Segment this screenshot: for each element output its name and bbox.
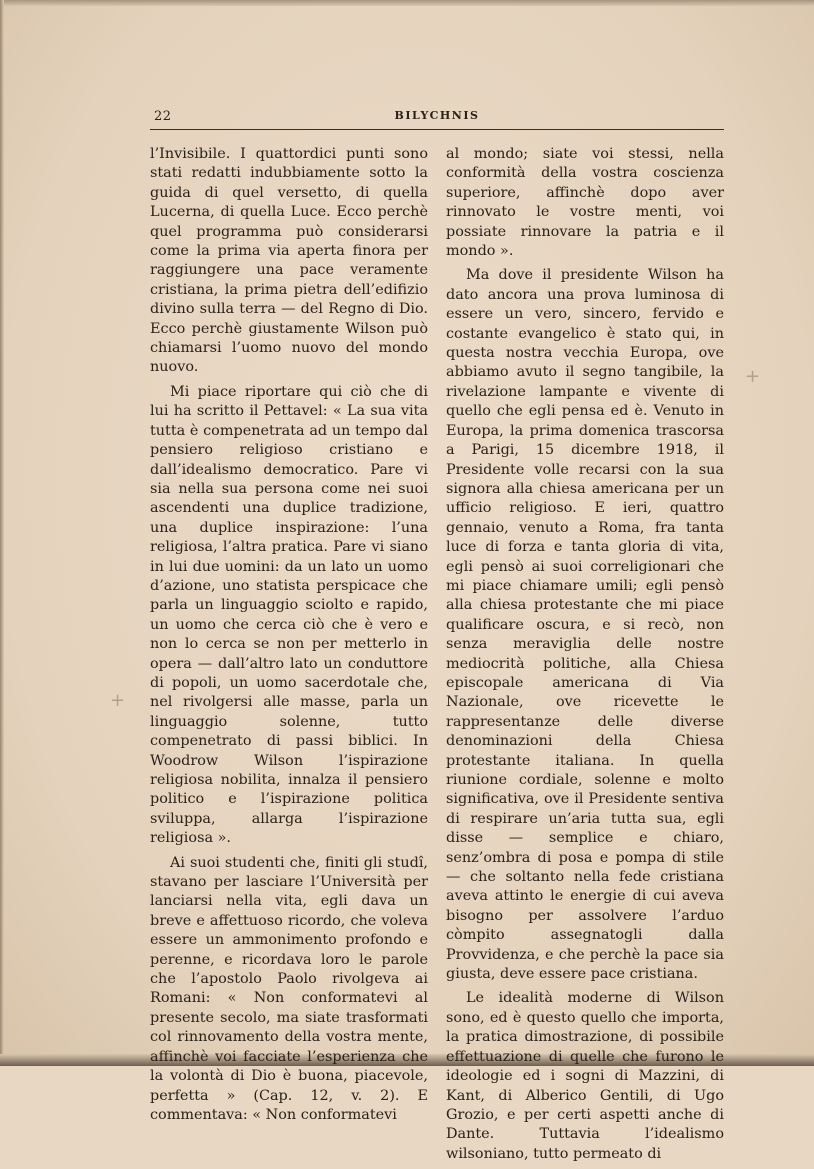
left-column <box>150 145 428 1130</box>
page-top-edge <box>0 0 814 6</box>
paragraph: l’Invisibile. I quattordici punti sono stati redatti indubbiamente sotto la guida di quel versetto, di quella Lucerna, di quella Luce. Ecco perchè quel programma può considerarsi come la prima via aperta finora per raggiungere una pace veramente cristiana, la prima pietra dell’edifizio divino sulla terra — del Regno di Dio. Ecco perchè giustamente Wilson può chiamarsi l’uomo nuovo del mondo nuovo. <box>150 146 428 376</box>
running-title: BILYCHNIS <box>394 109 480 122</box>
pencil-mark: + <box>745 366 761 387</box>
paragraph: Mi piace riportare qui ciò che di lui ha scritto il Pettavel: « La sua vita tutta è compenetrata ad un tempo dal pensiero religioso cristiano e dall’idealismo democratico. Pare vi sia nella sua persona come nei suoi ascendenti una duplice tradizione, una duplice inspirazione: l’una religiosa, l’altra pratica. Pare vi siano in lui due uomini: da un lato un uomo d’azione, uno statista perspicace che parla un linguaggio sciolto e rapido, un uomo che cerca ciò che è vero e non lo cerca se non per metterlo in opera — dall’altro lato un conduttore di popoli, un uomo sacerdotale che, nel rivolgersi alle masse, parla un linguaggio solenne, tutto compenetrato di passi biblici. In Woodrow Wilson l’ispirazione religiosa nobilita, innalza il pensiero politico e l’ispirazione politica sviluppa, allarga l’ispirazione religiosa ». <box>150 383 428 847</box>
paragraph: Ai suoi studenti che, finiti gli studî, stavano per lasciare l’Università per lanciarsi nella vita, egli dava un breve e affettuoso ricordo, che voleva essere un ammonimento profondo e perenne, e ricordava loro le parole che l’apostolo Paolo rivolgeva ai Romani: « Non conformatevi al presente secolo, ma siate trasformati col rinnovamento della vostra mente, affinchè voi facciate l’esperienza che la volontà di Dio è buona, piacevole, perfetta » (Cap. 12, v. 2). E commentava: « Non conformatevi <box>150 854 428 1123</box>
paragraph: Le idealità moderne di Wilson sono, ed è questo quello che importa, la pratica dimostrazione, di possibile effettuazione di quelle che furono le ideologie ed i sogni di Mazzini, di Kant, di Alberico Gentili, di Ugo Grozio, e per certi aspetti anche di Dante. Tuttavia l’idealismo wilsoniano, tutto permeato di <box>446 990 724 1162</box>
header-rule <box>150 129 724 130</box>
page-left-edge <box>0 0 4 1066</box>
pencil-mark: + <box>110 690 126 711</box>
paragraph: Ma dove il presidente Wilson ha dato ancora una prova luminosa di essere un vero, sincero, fervido e costante evangelico è stato qui, in questa nostra vecchia Europa, ove abbiamo avuto il segno tangibile, la rivelazione lampante e vivente di quello che egli pensa ed è. Venuto in Europa, la prima domenica trascorsa a Parigi, 15 dicembre 1918, il Presidente volle recarsi con la sua signora alla chiesa americana per un ufficio religioso. E ieri, quattro gennaio, venuto a Roma, fra tanta luce di forza e tanta gloria di vita, egli pensò ai suoi correligionari che mi piace chiamare umili; egli pensò alla chiesa protestante che mi piace qualificare oscura, e si recò, non senza meraviglia delle nostre mediocrità politiche, alla Chiesa episcopale americana di Via Nazionale, ove ricevette le rappresentanze delle diverse denominazioni della Chiesa protestante italiana. In quella riunione cordiale, solenne e molto significativa, ove il Presidente sentiva di respirare un’aria tutta sua, egli disse — semplice e chiaro, senz’ombra di posa e pompa di stile — che soltanto nella fede cristiana aveva attinto le energie di cui aveva bisogno per assolvere l’arduo còmpito assegnatogli dalla Provvidenza, e che perchè la pace sia giusta, deve essere pace cristiana. <box>446 267 724 983</box>
paragraph: al mondo; siate voi stessi, nella conformità della vostra coscienza superiore, affinchè dopo aver rinnovato le vostre menti, voi possiate rinnovare la patria e il mondo ». <box>446 146 724 260</box>
running-header <box>150 108 724 130</box>
page-number: 22 <box>154 109 172 124</box>
right-column <box>446 145 724 1169</box>
